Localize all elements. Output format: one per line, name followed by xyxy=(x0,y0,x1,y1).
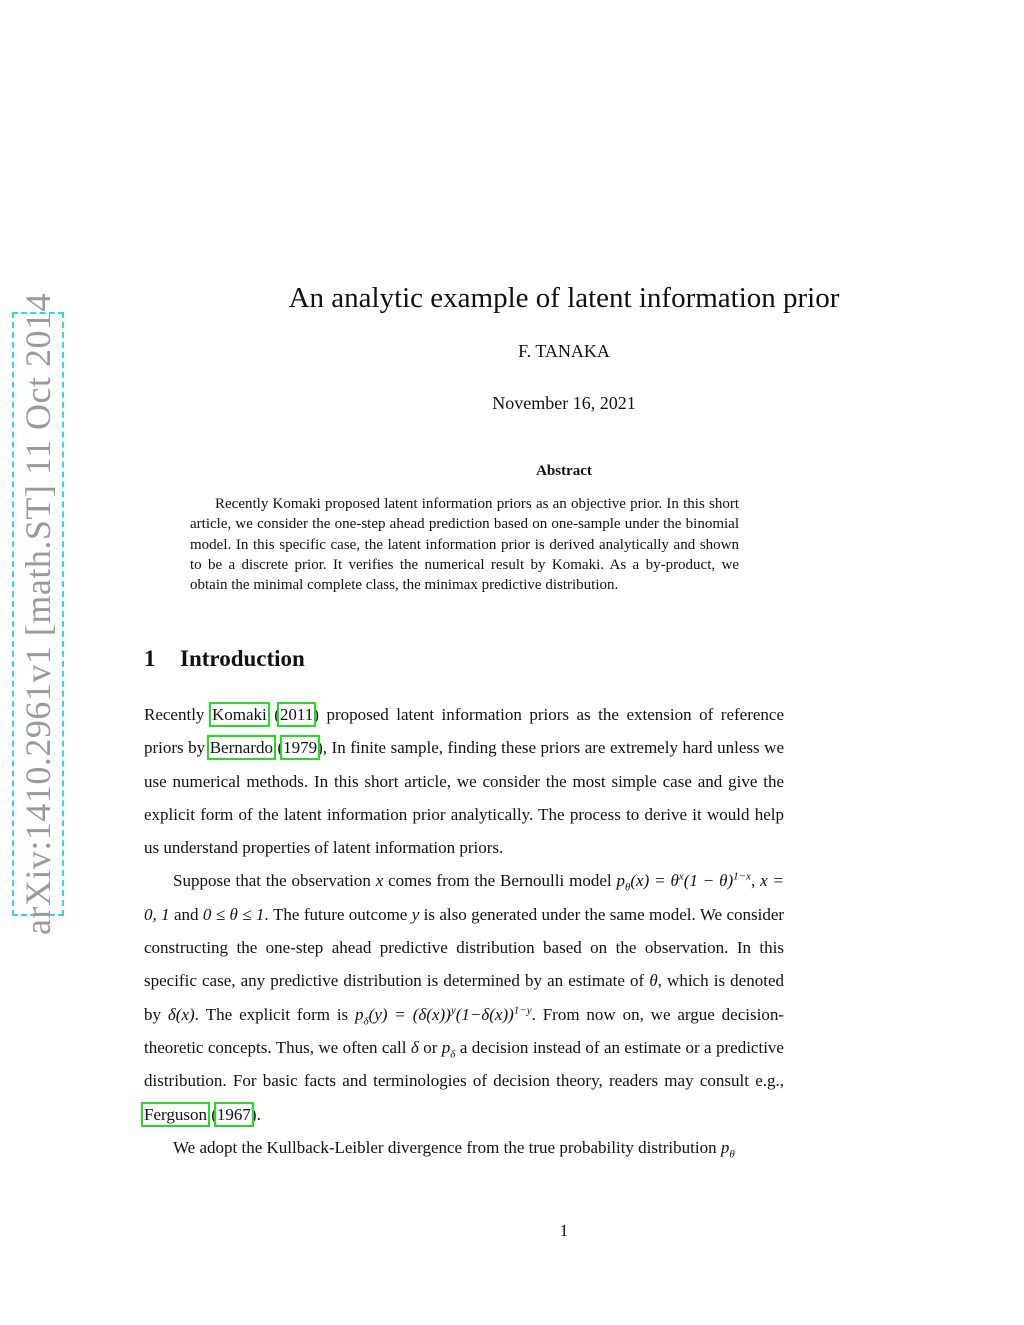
citation-ferguson-year[interactable]: 1967 xyxy=(216,1104,251,1124)
citation-komaki-author[interactable]: Komaki xyxy=(211,705,267,724)
citation-bernardo-author[interactable]: Bernardo xyxy=(209,738,273,758)
math-theta-range: 0 ≤ θ ≤ 1 xyxy=(202,904,265,924)
paper-title: An analytic example of latent information prior xyxy=(288,282,840,314)
paragraph-3: We adopt the Kullback-Leibler divergence from the true probability distribution $p_\theta$ xyxy=(173,1137,735,1161)
math-theta: θ xyxy=(649,971,658,991)
paragraph-2: Suppose that the observation x comes from the Bernoulli model $p_\theta(x) = \theta^x(1 - \theta)^{1-x}$, x = 0, 1 and 0 ≤ θ ≤ 1. The future outcome y is also generated under the same model. We consider constructing the one-step ahead predictive distribution based on the observation. In this specific case, any predictive distribution is determined by an estimate of θ, which is denoted by δ(x). The explicit form is $p_\delta(y) = (\delta(x))^y(1-\delta(x))^{1-y}$. From now on, we argue decision-theoretic concepts. Thus, we often call δ or $p_\delta$ a decision instead of an estimate or a predictive distribution. For basic facts and terminologies of decision theory, readers may consult e.g., Ferguson (1967). xyxy=(144,870,785,1124)
math-x-values: x = 0, 1 xyxy=(144,871,784,924)
math-p-delta: $p_\delta$ xyxy=(441,1037,456,1061)
citation-komaki-year[interactable]: 2011 xyxy=(279,705,314,724)
math-delta: δ xyxy=(410,1037,419,1057)
section-body xyxy=(144,698,784,1164)
page-number: 1 xyxy=(559,1221,569,1240)
math-p-theta: $p_\theta$ xyxy=(720,1137,735,1161)
abstract-text: Recently Komaki proposed latent information priors as an objective prior. In this short article, we consider the one-step ahead prediction based on one-sample under the binomial model. In this specific case, the latent information prior is derived analytically and shown to be a discrete prior. It verifies the numerical result by Komaki. As a by-product, we obtain the minimal complete class, the minimax predictive distribution. xyxy=(190,496,739,594)
section-heading xyxy=(144,646,305,672)
paragraph-1: Recently Komaki (2011) proposed latent information priors as the extension of reference priors by Bernardo (1979), In finite sample, finding these priors are extremely hard unless we use numerical methods. In this short article, we consider the most simple case and give the explicit form of the latent information prior analytically. The process to derive it would help us understand properties of latent information priors. xyxy=(144,705,785,858)
math-x: x xyxy=(375,871,384,891)
section-number: 1 xyxy=(144,646,156,671)
paper-date: November 16, 2021 xyxy=(492,393,636,413)
paper-author: F. TANAKA xyxy=(518,341,610,361)
math-bernoulli-model: $p_\theta(x) = \theta^x(1 - \theta)^{1-x}$ xyxy=(616,870,751,894)
citation-ferguson-author[interactable]: Ferguson xyxy=(144,1104,207,1124)
abstract-heading: Abstract xyxy=(536,463,592,479)
citation-bernardo-year[interactable]: 1979 xyxy=(283,738,318,758)
math-delta-x: δ(x) xyxy=(167,1004,195,1024)
math-y: y xyxy=(411,904,420,924)
math-explicit-form: $p_\delta(y) = (\delta(x))^y(1-\delta(x))^{1-y}$ xyxy=(355,1004,532,1028)
arxiv-identifier: arXiv:1410.2961v1 [math.ST] 11 Oct 2014 xyxy=(18,292,58,936)
section-title: Introduction xyxy=(180,646,305,671)
